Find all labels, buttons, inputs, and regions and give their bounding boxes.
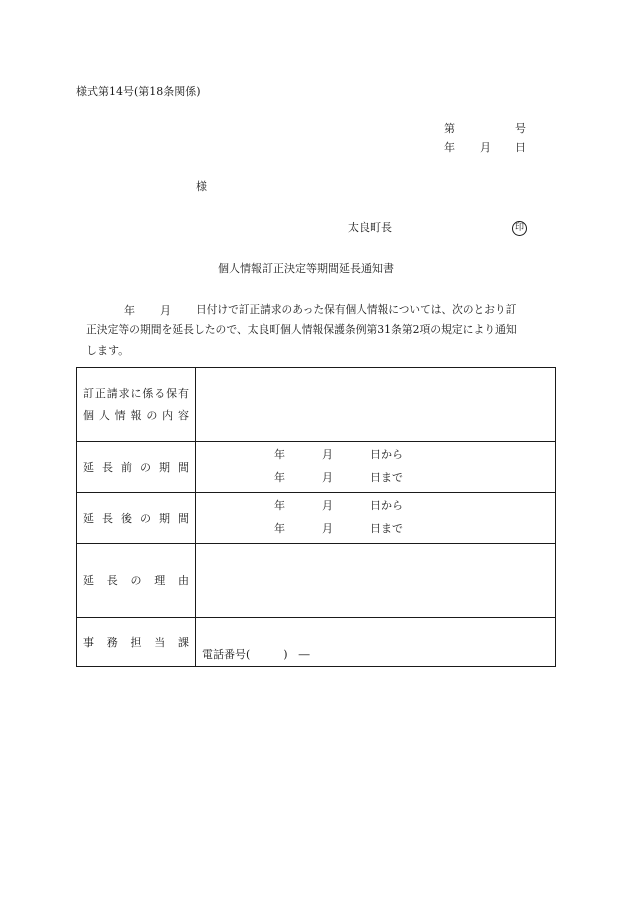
- table-row-request-content: [77, 368, 556, 442]
- doc-number-suffix: 号: [515, 122, 526, 135]
- value-period-before[interactable]: 年 月 日から 年 月 日まで: [196, 442, 556, 493]
- value-reason[interactable]: [196, 544, 556, 618]
- body-line2: 正決定等の期間を延長したので、太良町個人情報保護条例第31条第2項の規定により通知: [86, 323, 517, 336]
- value-request-content[interactable]: [196, 368, 556, 442]
- form-id: 様式第14号(第18条関係): [76, 85, 201, 98]
- table-row-department: [77, 618, 556, 667]
- body-month: 月: [160, 304, 171, 317]
- document-title: 個人情報訂正決定等期間延長通知書: [218, 262, 394, 275]
- phone-number: 電話番号( ) ―: [202, 648, 310, 661]
- issuer: 太良町長: [348, 221, 392, 234]
- seal-mark: 印: [512, 221, 527, 236]
- label-line2: 個 人 情 報 の 内 容: [83, 409, 189, 422]
- label-period-before: 延 長 前 の 期 間: [77, 442, 196, 493]
- label-period-after: 延 長 後 の 期 間: [77, 493, 196, 544]
- value-department[interactable]: [196, 618, 556, 667]
- body-text: [76, 305, 556, 365]
- doc-number-prefix: 第: [444, 122, 455, 135]
- details-table: [76, 367, 556, 667]
- table-row-period-after: [77, 493, 556, 544]
- label-line1: 訂 正 請 求 に 係 る 保 有: [83, 387, 189, 400]
- recipient-honorific: 様: [196, 180, 207, 193]
- value-period-after[interactable]: 年 月 日から 年 月 日まで: [196, 493, 556, 544]
- label-department: 事 務 担 当 課: [77, 618, 196, 667]
- label-reason: 延 長 の 理 由: [77, 544, 196, 618]
- table-row-period-before: [77, 442, 556, 493]
- body-year: 年: [124, 304, 135, 317]
- date-month: 月: [480, 141, 491, 154]
- date-day: 日: [515, 141, 526, 154]
- body-line1-text: 日付けで訂正請求のあった保有個人情報については、次のとおり訂: [196, 303, 517, 316]
- body-line3: します。: [86, 344, 130, 357]
- date-year: 年: [444, 141, 455, 154]
- label-request-content: [77, 368, 196, 442]
- table-row-reason: [77, 544, 556, 618]
